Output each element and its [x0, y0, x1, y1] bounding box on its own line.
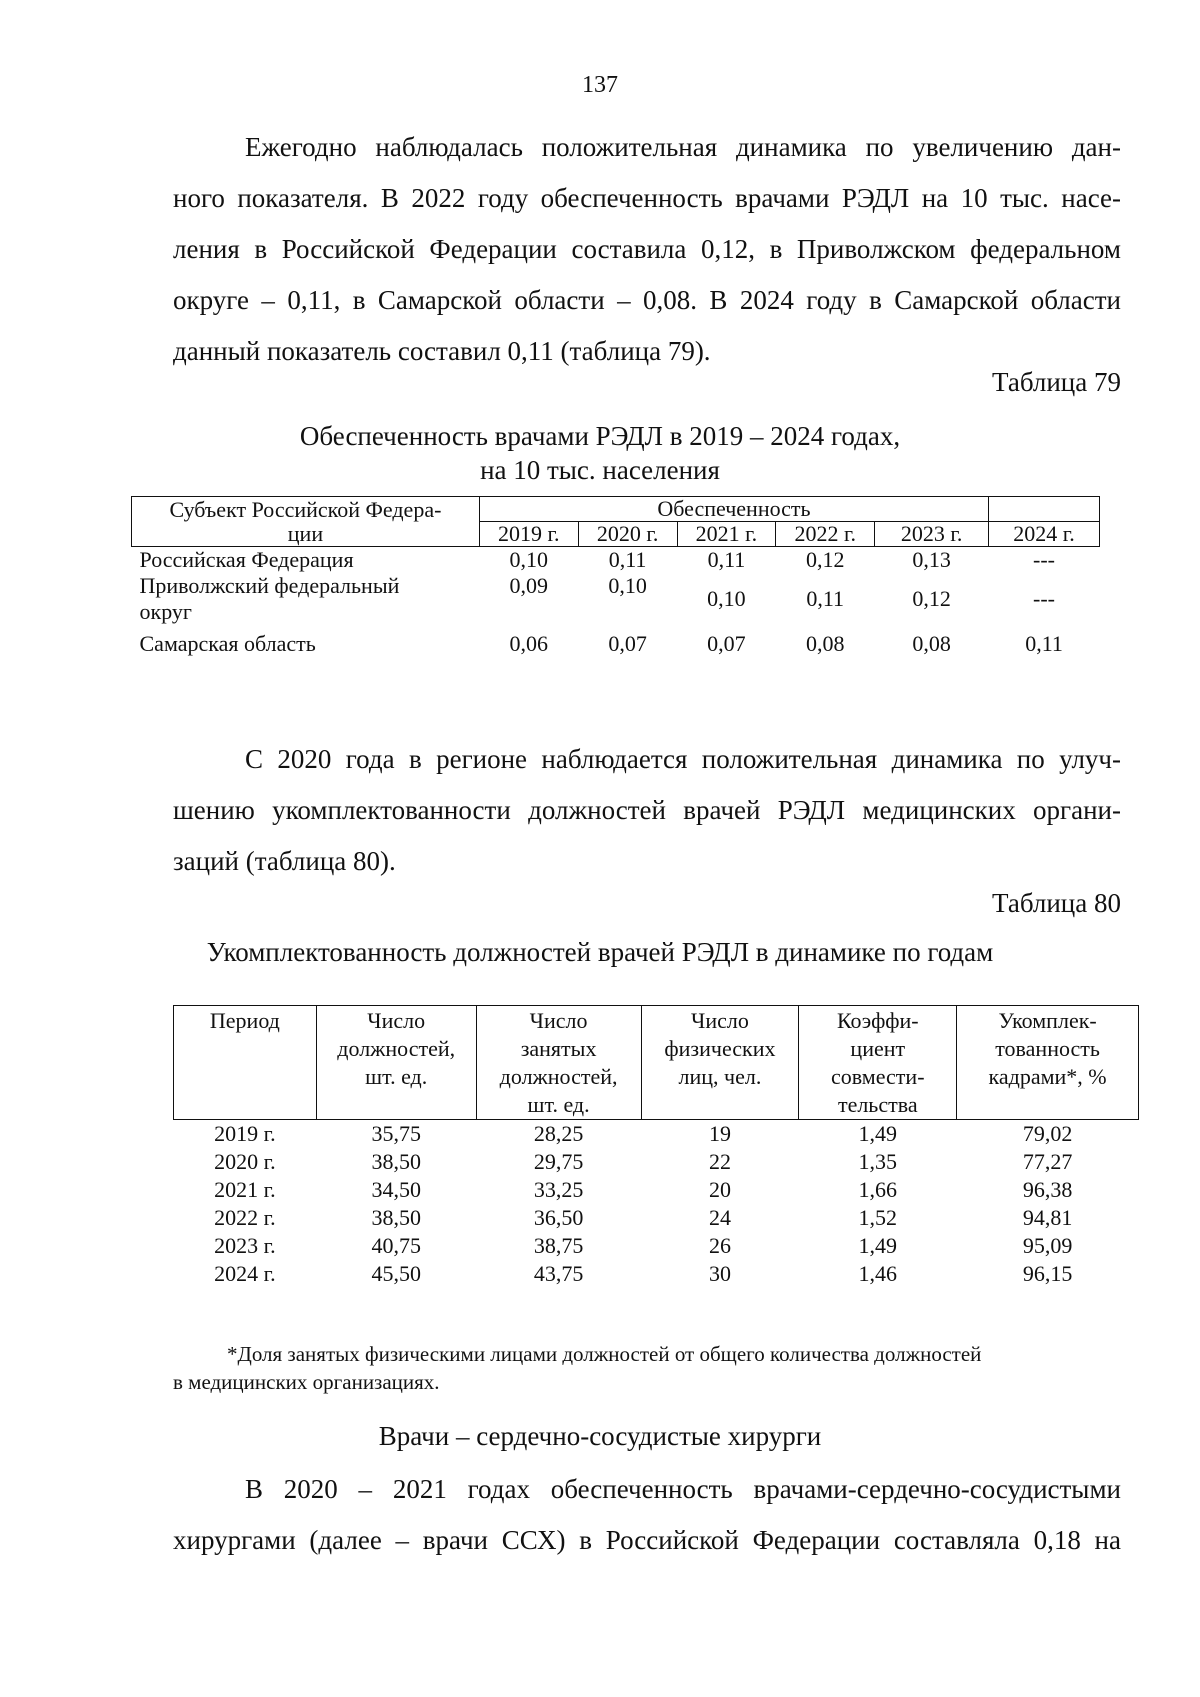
- value-cell: 96,15: [1022, 1261, 1073, 1286]
- value-cell: 19: [708, 1121, 731, 1146]
- value-cell: 1,52: [858, 1205, 898, 1230]
- year-header: 2023 г.: [875, 522, 989, 547]
- column-header-line: занятых: [520, 1036, 597, 1061]
- paragraph-line: С 2020 года в регионе наблюдается положительная динамика по улуч-: [245, 744, 1121, 774]
- value-cell: 1,35: [858, 1149, 898, 1174]
- year-header: 2020 г.: [578, 522, 677, 547]
- value-cell: 45,50: [371, 1261, 421, 1286]
- paragraph-1: [173, 122, 1121, 377]
- paragraph-line: заций (таблица 80).: [173, 846, 396, 876]
- value-cell: 43,75: [533, 1261, 584, 1286]
- column-header: [641, 1006, 799, 1120]
- subject-header: [132, 497, 480, 547]
- column-header-line: шт. ед.: [365, 1064, 428, 1089]
- value-cell: 0,06: [509, 631, 549, 656]
- paragraph-3: [173, 1464, 1121, 1566]
- column-header: [476, 1006, 641, 1120]
- column-header-line: Коэффи-: [836, 1008, 919, 1033]
- subject-line: округ: [139, 599, 192, 624]
- table-row: [174, 1232, 1139, 1260]
- subject-cell: Российская Федерация: [139, 547, 354, 572]
- year-header: 2019 г.: [479, 522, 578, 547]
- value-cell: 33,25: [533, 1177, 584, 1202]
- table-79-title: [0, 419, 1200, 487]
- period-cell: 2024 г.: [214, 1261, 276, 1286]
- table-80: [173, 1005, 1139, 1288]
- value-cell: 35,75: [371, 1121, 421, 1146]
- column-header-line: Период: [209, 1008, 280, 1033]
- table-row: [174, 1148, 1139, 1176]
- value-cell: 38,50: [371, 1205, 421, 1230]
- value-cell: 0,09: [509, 573, 549, 598]
- value-cell: 0,10: [707, 586, 746, 611]
- value-cell: 0,12: [912, 586, 951, 611]
- value-cell: 30: [708, 1261, 731, 1286]
- year-header: 2024 г.: [989, 522, 1100, 547]
- value-cell: 0,11: [1025, 631, 1063, 656]
- value-cell: 0,13: [912, 547, 951, 572]
- column-header-line: тельства: [837, 1092, 918, 1117]
- value-cell: 0,11: [707, 547, 746, 572]
- value-cell: 0,08: [912, 631, 951, 656]
- period-cell: 2021 г.: [214, 1177, 276, 1202]
- column-header-line: физических: [664, 1036, 776, 1061]
- section-heading: Врачи – сердечно-сосудистые хирурги: [378, 1421, 822, 1451]
- table-80-label: Таблица 80: [992, 888, 1121, 918]
- value-cell: 29,75: [533, 1149, 584, 1174]
- table-row: [174, 1260, 1139, 1288]
- column-header-line: Укомплек-: [998, 1008, 1097, 1033]
- year-header: 2022 г.: [776, 522, 875, 547]
- table-80-title: Укомплектованность должностей врачей РЭДЛ в динамике по годам: [206, 937, 994, 967]
- year-header: 2021 г.: [677, 522, 776, 547]
- table-79-title-line: на 10 тыс. населения: [480, 455, 720, 485]
- column-header-line: циент: [850, 1036, 906, 1061]
- period-cell: 2020 г.: [214, 1149, 276, 1174]
- value-cell: ---: [1033, 586, 1056, 611]
- value-cell: 0,07: [707, 631, 746, 656]
- column-header-line: Число: [691, 1008, 749, 1033]
- footnote-line: *Доля занятых физическими лицами должностей от общего количества должностей: [227, 1342, 982, 1366]
- column-header-line: Число: [529, 1008, 588, 1033]
- period-cell: 2023 г.: [214, 1233, 276, 1258]
- value-cell: 0,10: [608, 573, 647, 598]
- table-row: [174, 1120, 1139, 1149]
- value-cell: 34,50: [371, 1177, 421, 1202]
- table-79-label: Таблица 79: [992, 367, 1121, 397]
- column-header-line: тованность: [995, 1036, 1100, 1061]
- value-cell: 1,49: [858, 1121, 898, 1146]
- value-cell: 1,49: [858, 1233, 898, 1258]
- footnote-line: в медицинских организациях.: [173, 1370, 440, 1394]
- value-cell: 0,11: [806, 586, 845, 611]
- table-79: [131, 496, 1100, 657]
- value-cell: 0,07: [608, 631, 647, 656]
- period-cell: 2019 г.: [214, 1121, 276, 1146]
- paragraph-line: ления в Российской Федерации составила 0,12, в Приволжском федеральном: [173, 234, 1121, 264]
- column-header: [957, 1006, 1139, 1120]
- value-cell: 26: [708, 1233, 731, 1258]
- table-row: [132, 573, 1100, 625]
- table-row: [132, 625, 1100, 657]
- value-cell: 79,02: [1022, 1121, 1073, 1146]
- value-cell: 94,81: [1022, 1205, 1073, 1230]
- value-cell: 1,46: [858, 1261, 898, 1286]
- period-cell: 2022 г.: [214, 1205, 276, 1230]
- page-number: 137: [582, 72, 618, 98]
- value-cell: 22: [708, 1149, 731, 1174]
- value-cell: 38,50: [371, 1149, 421, 1174]
- value-cell: 24: [708, 1205, 731, 1230]
- column-header: [799, 1006, 957, 1120]
- value-cell: 0,11: [608, 547, 647, 572]
- value-cell: ---: [1033, 547, 1056, 572]
- value-cell: 77,27: [1022, 1149, 1073, 1174]
- subject-line: Приволжский федеральный: [139, 573, 400, 598]
- column-header: [316, 1006, 476, 1120]
- value-cell: 1,66: [858, 1177, 898, 1202]
- paragraph-line: округе – 0,11, в Самарской области – 0,08. В 2024 году в Самарской области: [173, 285, 1121, 315]
- empty-header-cell: [989, 497, 1100, 522]
- subject-cell: [132, 573, 480, 625]
- value-cell: 38,75: [533, 1233, 584, 1258]
- table-row: [132, 547, 1100, 574]
- paragraph-line: данный показатель составил 0,11 (таблица 79).: [173, 336, 711, 366]
- table-row: [174, 1176, 1139, 1204]
- table-row: [174, 1204, 1139, 1232]
- paragraph-line: шению укомплектованности должностей врачей РЭДЛ медицинских органи-: [173, 795, 1121, 825]
- paragraph-2: [173, 734, 1121, 887]
- value-cell: 0,12: [805, 547, 845, 572]
- column-header-line: должностей,: [337, 1036, 456, 1061]
- paragraph-line: Ежегодно наблюдалась положительная динамика по увеличению дан-: [245, 132, 1121, 162]
- value-cell: 0,08: [805, 631, 845, 656]
- subject-cell: Самарская область: [139, 631, 316, 656]
- column-header-line: должностей,: [499, 1064, 618, 1089]
- paragraph-line: В 2020 – 2021 годах обеспеченность врачами-сердечно-сосудистыми: [245, 1474, 1121, 1504]
- subject-header-line: ции: [287, 520, 324, 546]
- column-header: [174, 1006, 317, 1120]
- column-header-line: лиц, чел.: [678, 1064, 762, 1089]
- column-header-line: кадрами*, %: [988, 1064, 1107, 1089]
- paragraph-line: ного показателя. В 2022 году обеспеченность врачами РЭДЛ на 10 тыс. насе-: [173, 183, 1121, 213]
- paragraph-line: хирургами (далее – врачи ССХ) в Российской Федерации составляла 0,18 на: [173, 1525, 1121, 1555]
- table-79-title-line: Обеспеченность врачами РЭДЛ в 2019 – 2024 годах,: [299, 421, 901, 451]
- column-header-line: Число: [367, 1008, 426, 1033]
- value-cell: 28,25: [533, 1121, 584, 1146]
- value-cell: 36,50: [533, 1205, 584, 1230]
- group-header: Обеспеченность: [479, 497, 988, 522]
- value-cell: 40,75: [371, 1233, 421, 1258]
- value-cell: 20: [708, 1177, 731, 1202]
- column-header-line: совмести-: [831, 1064, 925, 1089]
- column-header-line: шт. ед.: [527, 1092, 590, 1117]
- value-cell: 0,10: [509, 547, 549, 572]
- value-cell: 96,38: [1022, 1177, 1073, 1202]
- subject-header-line: Субъект Российской Федера-: [169, 496, 442, 522]
- footnote: [173, 1340, 1121, 1396]
- value-cell: 95,09: [1022, 1233, 1073, 1258]
